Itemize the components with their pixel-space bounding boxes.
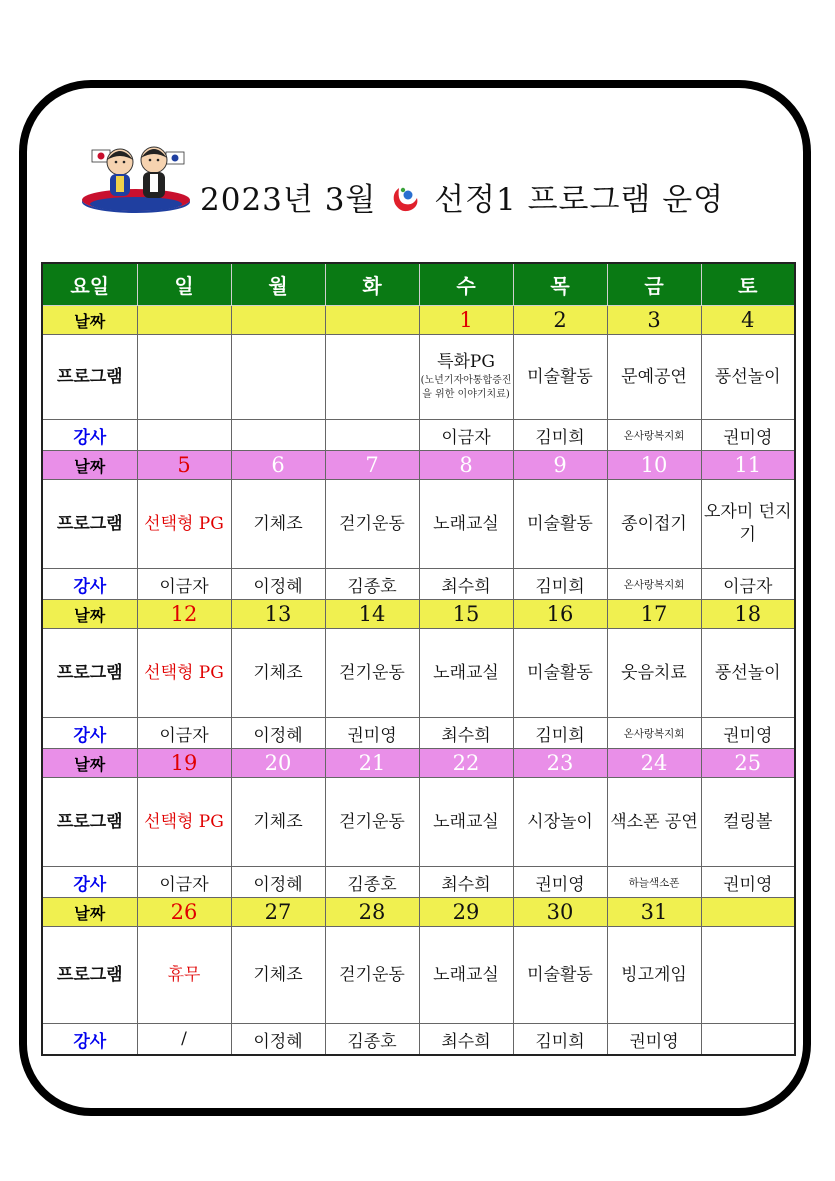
program-cell-tue <box>325 480 419 569</box>
program-cell-sat <box>701 480 795 569</box>
instructor-cell-wed: 최수희 <box>419 867 513 898</box>
instructor-row <box>42 1024 795 1056</box>
instructor-cell-tue: 권미영 <box>325 718 419 749</box>
program-cell-fri <box>607 927 701 1024</box>
instructor-cell-fri: 하늘색소폰 <box>607 867 701 898</box>
instructor-row <box>42 718 795 749</box>
instructor-cell-thu: 김미희 <box>513 1024 607 1056</box>
program-cell-fri <box>607 778 701 867</box>
instructor-row <box>42 569 795 600</box>
program-cell-wed <box>419 927 513 1024</box>
program-name: 특화PG <box>437 352 495 373</box>
program-row <box>42 927 795 1024</box>
program-name: 풍선놀이 <box>714 662 781 683</box>
instructor-cell-tue <box>325 420 419 451</box>
instructor-label: 강사 <box>42 420 137 451</box>
instructor-cell-mon: 이정혜 <box>231 718 325 749</box>
program-row <box>42 480 795 569</box>
program-name: 노래교실 <box>433 811 499 832</box>
program-cell-tue <box>325 335 419 420</box>
date-cell-sun: 26 <box>137 898 231 927</box>
program-name: 문예공연 <box>621 366 687 387</box>
program-row <box>42 629 795 718</box>
date-cell-sat: 18 <box>701 600 795 629</box>
date-label: 날짜 <box>42 306 137 335</box>
instructor-cell-mon: 이정혜 <box>231 1024 325 1056</box>
program-cell-sat <box>701 629 795 718</box>
instructor-cell-tue: 김종호 <box>325 1024 419 1056</box>
date-cell-sun: 19 <box>137 749 231 778</box>
program-cell-wed <box>419 629 513 718</box>
program-cell-mon <box>231 335 325 420</box>
program-name: 걷기운동 <box>339 662 405 683</box>
program-label: 프로그램 <box>42 480 137 569</box>
program-name: 걷기운동 <box>339 811 405 832</box>
instructor-cell-fri: 권미영 <box>607 1024 701 1056</box>
date-cell-thu: 2 <box>513 306 607 335</box>
program-cell-sun <box>137 629 231 718</box>
program-name: 기체조 <box>253 964 303 985</box>
date-label: 날짜 <box>42 898 137 927</box>
program-name: 색소폰 공연 <box>610 811 698 832</box>
title-program: 선정1 프로그램 운영 <box>434 182 725 218</box>
program-label: 프로그램 <box>42 778 137 867</box>
instructor-cell-sun: 이금자 <box>137 569 231 600</box>
program-cell-fri <box>607 335 701 420</box>
date-cell-fri: 17 <box>607 600 701 629</box>
program-label: 프로그램 <box>42 927 137 1024</box>
program-name: 기체조 <box>253 662 303 683</box>
mascot-logo <box>80 138 192 214</box>
schedule-table <box>41 262 796 1056</box>
date-cell-thu: 30 <box>513 898 607 927</box>
date-row <box>42 898 795 927</box>
program-cell-sun <box>137 778 231 867</box>
program-name: 선택형 PG <box>144 513 224 534</box>
program-row <box>42 778 795 867</box>
date-cell-wed: 29 <box>419 898 513 927</box>
program-cell-thu <box>513 480 607 569</box>
instructor-cell-sat: 이금자 <box>701 569 795 600</box>
program-name: 빙고게임 <box>621 964 687 985</box>
program-cell-mon <box>231 778 325 867</box>
date-row <box>42 451 795 480</box>
date-cell-thu: 9 <box>513 451 607 480</box>
date-row <box>42 749 795 778</box>
date-cell-tue <box>325 306 419 335</box>
program-row <box>42 335 795 420</box>
program-cell-tue <box>325 778 419 867</box>
program-name: 풍선놀이 <box>714 366 781 387</box>
program-cell-sat <box>701 335 795 420</box>
program-cell-mon <box>231 629 325 718</box>
instructor-cell-fri: 온사랑복지회 <box>607 420 701 451</box>
date-cell-sat: 4 <box>701 306 795 335</box>
program-cell-thu <box>513 335 607 420</box>
date-label: 날짜 <box>42 749 137 778</box>
date-cell-sat: 25 <box>701 749 795 778</box>
date-cell-wed: 8 <box>419 451 513 480</box>
page-title <box>200 174 724 219</box>
program-cell-sun <box>137 335 231 420</box>
weekday-fri: 금 <box>607 263 701 306</box>
program-name: 웃음치료 <box>621 662 687 683</box>
date-cell-thu: 16 <box>513 600 607 629</box>
instructor-cell-tue: 김종호 <box>325 569 419 600</box>
instructor-cell-wed: 이금자 <box>419 420 513 451</box>
program-cell-sat <box>701 927 795 1024</box>
instructor-cell-mon: 이정혜 <box>231 569 325 600</box>
date-cell-fri: 10 <box>607 451 701 480</box>
instructor-cell-thu: 권미영 <box>513 867 607 898</box>
date-row <box>42 306 795 335</box>
instructor-cell-sat: 권미영 <box>701 420 795 451</box>
instructor-cell-wed: 최수희 <box>419 718 513 749</box>
date-cell-sun <box>137 306 231 335</box>
instructor-cell-sun: / <box>137 1024 231 1056</box>
date-cell-sat <box>701 898 795 927</box>
date-cell-mon: 13 <box>231 600 325 629</box>
date-cell-tue: 14 <box>325 600 419 629</box>
program-name: 휴무 <box>167 964 201 985</box>
header <box>80 138 780 230</box>
instructor-cell-mon: 이정혜 <box>231 867 325 898</box>
program-name: 노래교실 <box>433 964 499 985</box>
program-name: 선택형 PG <box>144 662 224 683</box>
program-cell-mon <box>231 480 325 569</box>
date-cell-wed: 1 <box>419 306 513 335</box>
date-cell-fri: 31 <box>607 898 701 927</box>
program-cell-sun <box>137 927 231 1024</box>
program-cell-sun <box>137 480 231 569</box>
program-name: 오자미 던지기 <box>703 502 792 545</box>
program-name: 노래교실 <box>433 513 499 534</box>
instructor-cell-sun <box>137 420 231 451</box>
program-name: 걷기운동 <box>339 513 405 534</box>
program-name: 노래교실 <box>433 662 499 683</box>
program-name: 걷기운동 <box>339 964 405 985</box>
instructor-cell-thu: 김미희 <box>513 569 607 600</box>
date-cell-mon: 20 <box>231 749 325 778</box>
instructor-cell-tue: 김종호 <box>325 867 419 898</box>
date-cell-tue: 21 <box>325 749 419 778</box>
instructor-cell-sat <box>701 1024 795 1056</box>
program-cell-wed <box>419 480 513 569</box>
program-cell-thu <box>513 629 607 718</box>
program-name: 미술활동 <box>527 662 593 683</box>
weekday-tue: 화 <box>325 263 419 306</box>
program-cell-wed <box>419 335 513 420</box>
program-name: 시장놀이 <box>527 811 593 832</box>
weekday-label: 요일 <box>42 263 137 306</box>
instructor-cell-fri: 온사랑복지회 <box>607 718 701 749</box>
instructor-cell-thu: 김미희 <box>513 718 607 749</box>
instructor-label: 강사 <box>42 569 137 600</box>
program-name: 컬링볼 <box>723 811 773 832</box>
date-cell-mon: 6 <box>231 451 325 480</box>
date-cell-sat: 11 <box>701 451 795 480</box>
program-label: 프로그램 <box>42 335 137 420</box>
program-name: 미술활동 <box>527 964 593 985</box>
program-cell-thu <box>513 927 607 1024</box>
program-name: 미술활동 <box>527 513 593 534</box>
instructor-cell-sun: 이금자 <box>137 867 231 898</box>
instructor-cell-sat: 권미영 <box>701 718 795 749</box>
date-cell-wed: 22 <box>419 749 513 778</box>
program-cell-fri <box>607 480 701 569</box>
program-name: 기체조 <box>253 513 303 534</box>
instructor-label: 강사 <box>42 867 137 898</box>
date-label: 날짜 <box>42 600 137 629</box>
program-name: 기체조 <box>253 811 303 832</box>
weekday-wed: 수 <box>419 263 513 306</box>
date-cell-fri: 3 <box>607 306 701 335</box>
instructor-cell-wed: 최수희 <box>419 569 513 600</box>
weekday-thu: 목 <box>513 263 607 306</box>
instructor-row <box>42 420 795 451</box>
program-cell-tue <box>325 927 419 1024</box>
instructor-cell-wed: 최수희 <box>419 1024 513 1056</box>
instructor-cell-thu: 김미희 <box>513 420 607 451</box>
date-cell-sun: 12 <box>137 600 231 629</box>
date-row <box>42 600 795 629</box>
date-cell-thu: 23 <box>513 749 607 778</box>
instructor-cell-sat: 권미영 <box>701 867 795 898</box>
date-label: 날짜 <box>42 451 137 480</box>
program-cell-fri <box>607 629 701 718</box>
program-cell-thu <box>513 778 607 867</box>
instructor-cell-fri: 온사랑복지회 <box>607 569 701 600</box>
weekday-sat: 토 <box>701 263 795 306</box>
title-year-month: 2023년 3월 <box>200 182 377 218</box>
program-name: 미술활동 <box>527 366 593 387</box>
program-cell-wed <box>419 778 513 867</box>
program-label: 프로그램 <box>42 629 137 718</box>
weekday-mon: 월 <box>231 263 325 306</box>
date-cell-wed: 15 <box>419 600 513 629</box>
date-cell-fri: 24 <box>607 749 701 778</box>
instructor-cell-mon <box>231 420 325 451</box>
program-name: 선택형 PG <box>144 811 224 832</box>
date-cell-sun: 5 <box>137 451 231 480</box>
date-cell-tue: 28 <box>325 898 419 927</box>
program-cell-tue <box>325 629 419 718</box>
date-cell-mon: 27 <box>231 898 325 927</box>
program-cell-mon <box>231 927 325 1024</box>
weekday-sun: 일 <box>137 263 231 306</box>
program-note: (노년기자아통합증진을 위한 이야기치료) <box>420 374 512 401</box>
program-cell-sat <box>701 778 795 867</box>
instructor-cell-sun: 이금자 <box>137 718 231 749</box>
instructor-row <box>42 867 795 898</box>
program-name: 종이접기 <box>621 513 687 534</box>
heart-mark-icon <box>389 184 421 214</box>
date-cell-tue: 7 <box>325 451 419 480</box>
instructor-label: 강사 <box>42 1024 137 1056</box>
instructor-label: 강사 <box>42 718 137 749</box>
date-cell-mon <box>231 306 325 335</box>
weekday-header-row <box>42 263 795 306</box>
